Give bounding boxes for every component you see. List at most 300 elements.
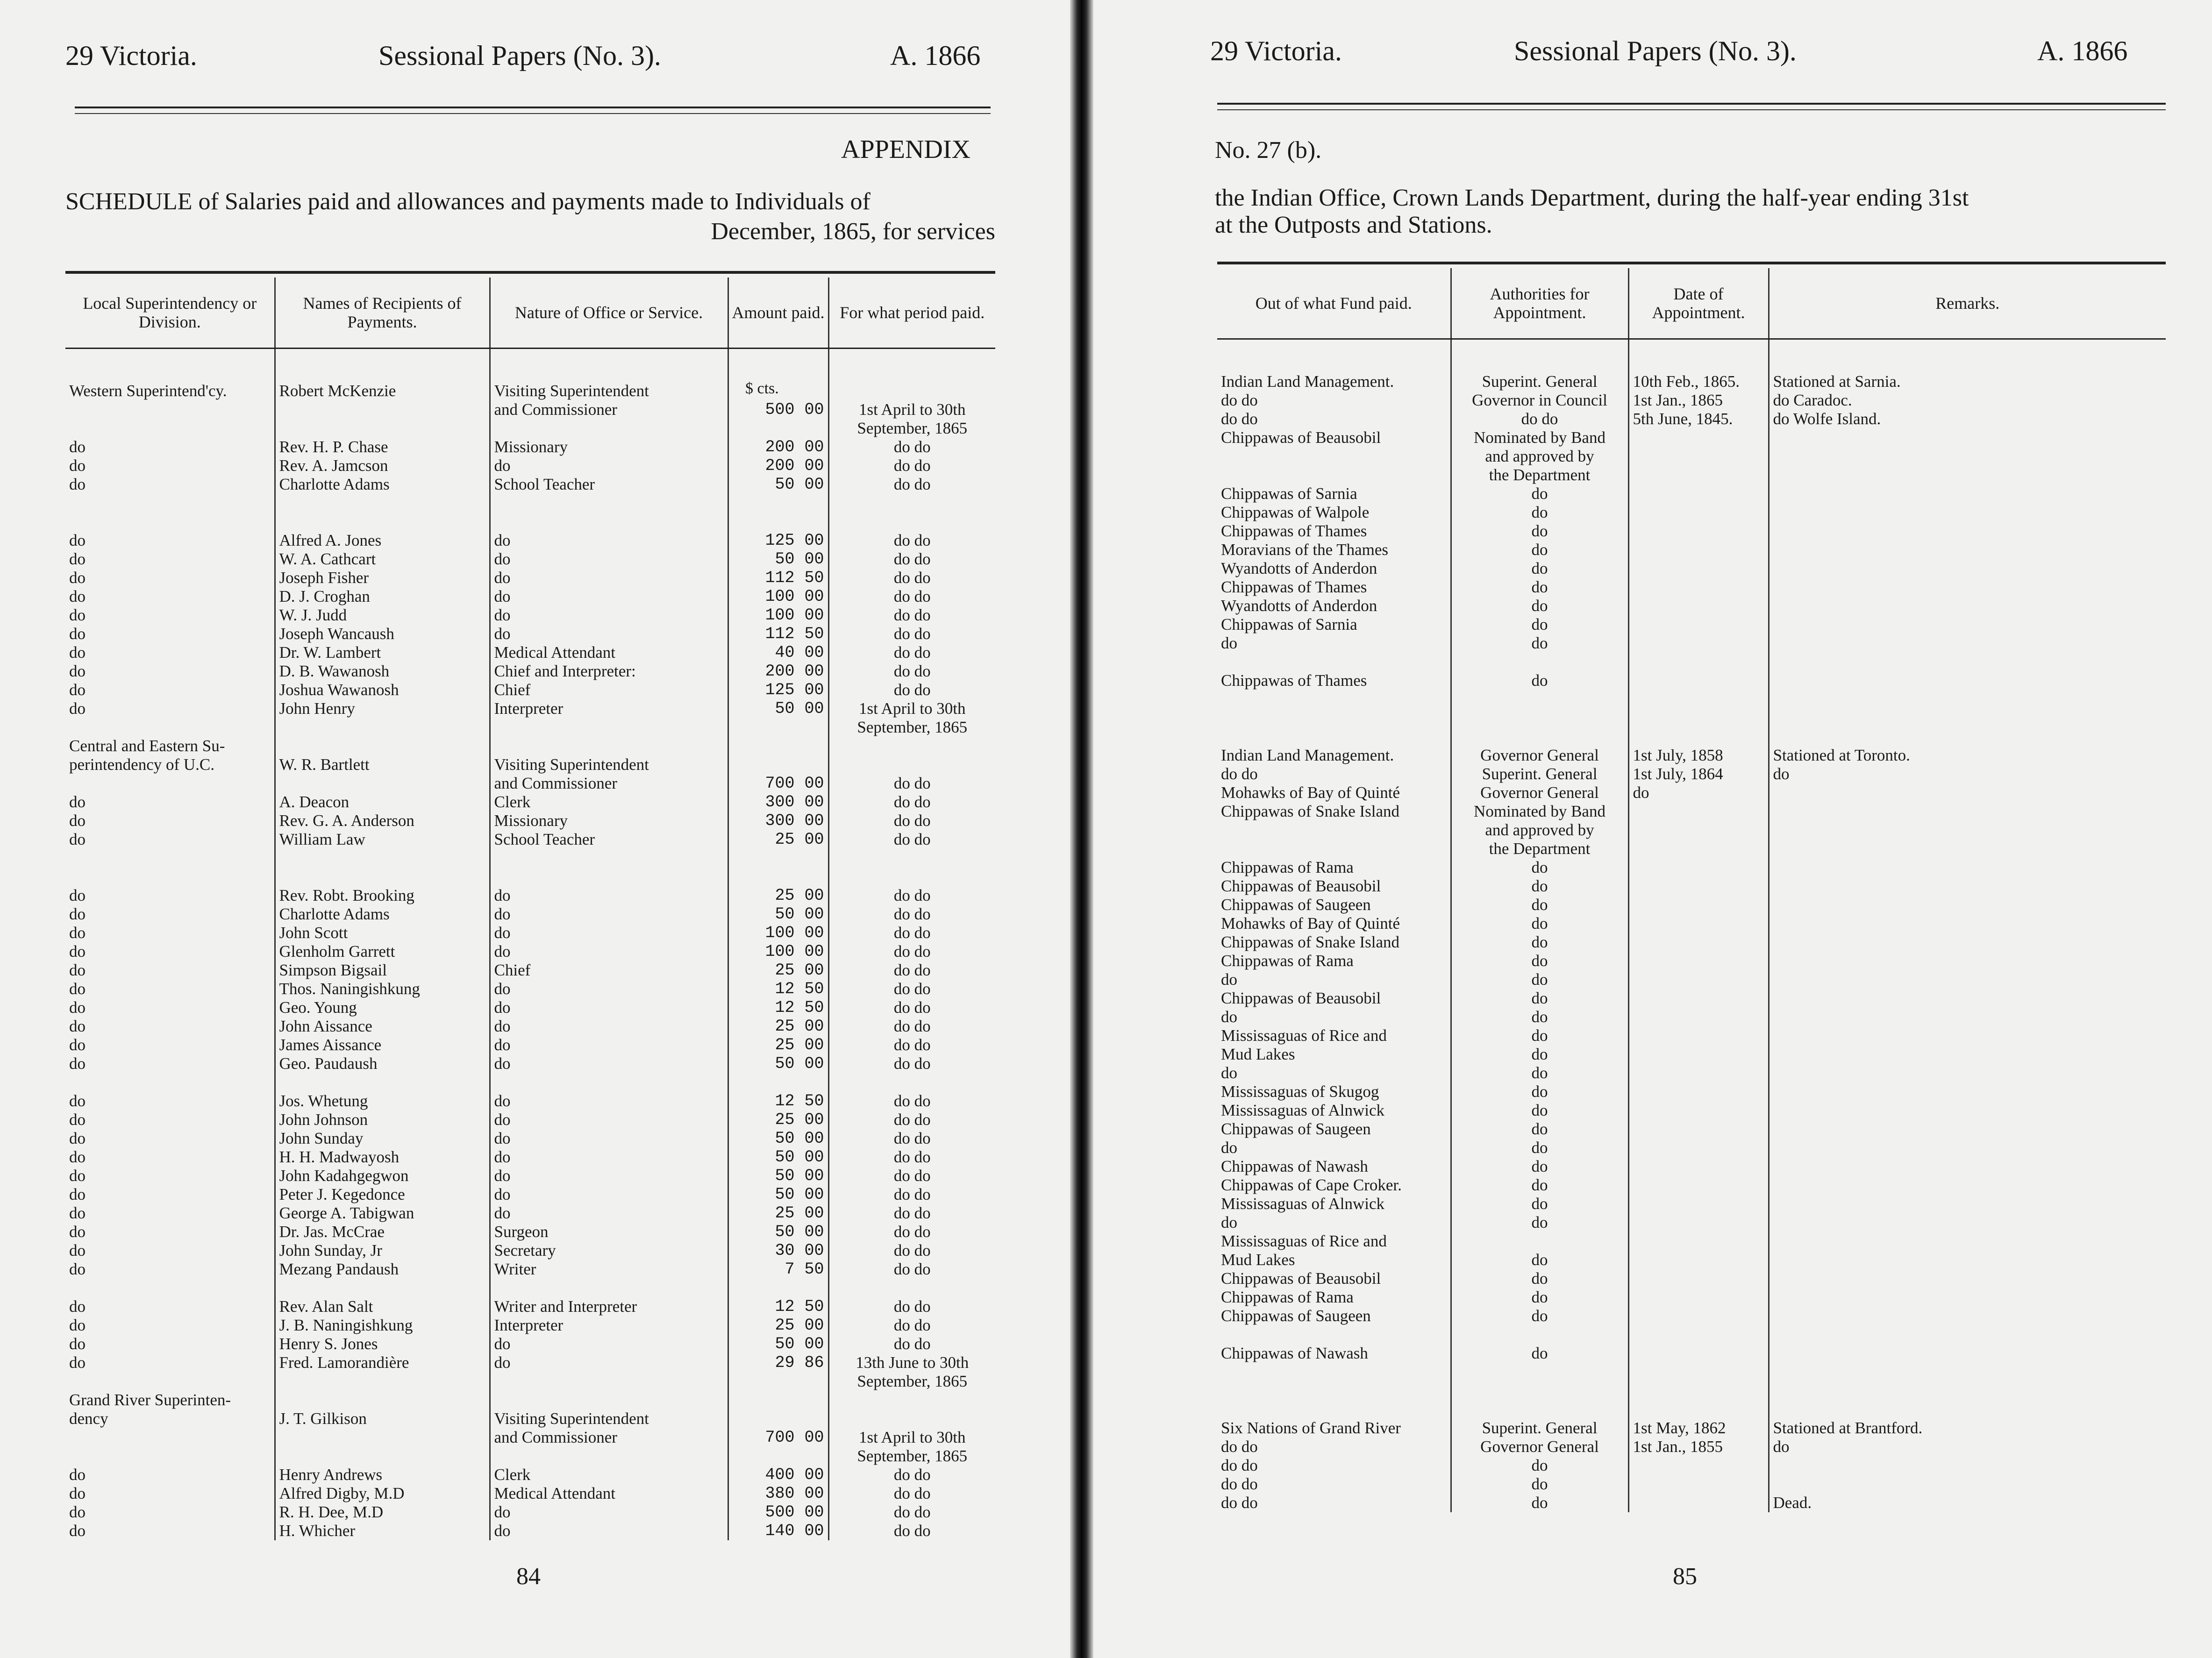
cell-remarks	[1769, 1176, 2166, 1195]
cell-remarks	[1769, 1475, 2166, 1494]
cell-date: 5th June, 1845.	[1628, 410, 1769, 428]
cell-office: do	[490, 1054, 728, 1073]
cell-fund: Chippawas of Walpole	[1217, 503, 1451, 522]
cell-auth	[1451, 709, 1628, 727]
cell-remarks	[1769, 1381, 2166, 1400]
cell-fund	[1217, 840, 1451, 858]
table-row	[65, 737, 995, 755]
cell-auth: do	[1451, 1120, 1628, 1139]
cell-name: Joseph Wancaush	[275, 625, 490, 643]
cell-auth: Governor General	[1451, 783, 1628, 802]
cell-amount: 100 00	[728, 942, 828, 961]
cell-office	[490, 1447, 728, 1466]
table-row	[65, 961, 995, 980]
cell-div: do	[65, 905, 275, 924]
table-row	[65, 1092, 995, 1110]
cell-div: do	[65, 606, 275, 625]
table-row	[65, 643, 995, 662]
cell-amount: 50 00	[728, 1148, 828, 1167]
cell-fund: Mississaguas of Rice and	[1217, 1232, 1451, 1251]
cell-fund: Chippawas of Snake Island	[1217, 802, 1451, 821]
cell-remarks: do Wolfe Island.	[1773, 410, 1881, 428]
cell-date	[1628, 1008, 1769, 1026]
table-row	[65, 1036, 995, 1054]
cell-office: Visiting Superintendent	[490, 755, 728, 774]
cell-office: Writer and Interpreter	[490, 1297, 728, 1316]
cell-office	[490, 512, 728, 531]
cell-remarks	[1769, 821, 2166, 840]
cell-office: do	[490, 456, 728, 475]
cell-office: do	[490, 1167, 728, 1185]
cell-office: do	[490, 905, 728, 924]
cell-auth: do	[1451, 1064, 1628, 1082]
cell-date	[1628, 1381, 1769, 1400]
table-row	[1217, 821, 2166, 840]
table-row	[65, 512, 995, 531]
cell-office: Interpreter	[490, 1316, 728, 1335]
cell-fund: Chippawas of Cape Croker.	[1217, 1176, 1451, 1195]
cell-auth: do	[1451, 597, 1628, 615]
cell-name: Mezang Pandaush	[275, 1260, 490, 1279]
table-row	[1217, 1363, 2166, 1381]
table-row	[1217, 466, 2166, 484]
cell-div: do	[65, 1017, 275, 1036]
cell-remarks	[1769, 1344, 2166, 1363]
cell-amount: 25 00	[728, 886, 828, 905]
cell-date	[1628, 597, 1769, 615]
cell-fund	[1217, 821, 1451, 840]
cell-fund: Chippawas of Saugeen	[1217, 1120, 1451, 1139]
cell-auth: do	[1451, 1139, 1628, 1157]
cell-date: 1st Jan., 1865	[1628, 391, 1769, 410]
cell-office	[490, 1073, 728, 1092]
cell-period: 1st April to 30th	[859, 699, 966, 718]
cell-fund: do	[1217, 634, 1451, 653]
cell-office: do	[490, 980, 728, 998]
table-row	[1217, 914, 2166, 933]
table-row	[65, 419, 995, 438]
cell-remarks	[1769, 447, 2166, 466]
cell-period: do do	[893, 1110, 931, 1129]
cell-period	[828, 494, 995, 512]
table-row	[65, 456, 995, 475]
cell-period: do do	[893, 1036, 931, 1054]
cell-date	[1628, 1232, 1769, 1251]
cell-date	[1628, 466, 1769, 484]
table-row	[1217, 989, 2166, 1008]
cell-period: do do	[893, 550, 931, 568]
table-header-row	[1217, 268, 2166, 339]
cell-remarks: do	[1773, 1437, 1790, 1456]
cell-amount	[728, 718, 828, 737]
col-header-fund: Out of what Fund paid.	[1217, 268, 1451, 339]
cell-amount: 50 00	[728, 1223, 828, 1241]
cell-amount: 200 00	[728, 438, 828, 456]
cell-date	[1628, 634, 1769, 653]
cell-date	[1628, 1251, 1769, 1269]
cell-name: Rev. A. Jamcson	[275, 456, 490, 475]
cell-period	[828, 868, 995, 886]
left-intro-line1: SCHEDULE of Salaries paid and allowances and payments made to Individuals of	[65, 188, 871, 215]
table-row	[65, 942, 995, 961]
cell-div: do	[65, 793, 275, 811]
cell-remarks	[1769, 615, 2166, 634]
cell-period: do do	[893, 456, 931, 475]
cell-office: do	[490, 886, 728, 905]
cell-auth: do	[1451, 1176, 1628, 1195]
cell-name	[275, 1372, 490, 1391]
cell-remarks	[1769, 653, 2166, 671]
cell-div: do	[65, 830, 275, 849]
cell-amount: 500 00	[728, 400, 828, 419]
cell-period: 1st April to 30th	[859, 400, 966, 419]
cell-office: do	[490, 1092, 728, 1110]
cell-remarks	[1769, 1101, 2166, 1120]
cell-date	[1628, 1269, 1769, 1288]
cell-remarks	[1769, 690, 2166, 709]
cell-office: do	[490, 1204, 728, 1223]
cell-remarks	[1769, 1288, 2166, 1307]
cell-name: Joseph Fisher	[275, 569, 490, 587]
cell-amount: 25 00	[728, 1204, 828, 1223]
table-row	[65, 1522, 995, 1540]
table-row	[1217, 802, 2166, 821]
cell-div: do	[65, 1167, 275, 1185]
cell-fund: Chippawas of Rama	[1217, 858, 1451, 877]
col-header-office: Nature of Office or Service.	[490, 278, 728, 349]
cell-remarks	[1769, 952, 2166, 970]
left-header-rule	[75, 107, 991, 108]
table-row	[1217, 1344, 2166, 1363]
cell-fund: do	[1217, 1008, 1451, 1026]
col-header-division: Local Superintendency or Division.	[65, 278, 275, 349]
cell-office: do	[490, 1503, 728, 1522]
cell-amount	[728, 494, 828, 512]
cell-div: do	[65, 1484, 275, 1503]
cell-date: do	[1628, 783, 1769, 802]
right-header-session: 29 Victoria.	[1210, 36, 1342, 66]
table-row	[65, 1073, 995, 1092]
cell-div: do	[65, 587, 275, 606]
cell-fund: Chippawas of Saugeen	[1217, 896, 1451, 914]
cell-remarks	[1769, 1120, 2166, 1139]
cell-div	[65, 1279, 275, 1297]
cell-date	[1628, 1307, 1769, 1325]
cell-name: John Sunday	[275, 1129, 490, 1148]
cell-name	[275, 1447, 490, 1466]
table-row	[1217, 1475, 2166, 1494]
cell-remarks: Stationed at Toronto.	[1773, 746, 1910, 764]
cell-office: Chief and Interpreter:	[490, 662, 728, 681]
cell-remarks	[1769, 597, 2166, 615]
cell-div: do	[65, 550, 275, 569]
right-header-rule-2	[1217, 109, 2166, 110]
cell-office: Chief	[490, 961, 728, 980]
cell-fund: Wyandotts of Anderdon	[1217, 559, 1451, 578]
cell-name: John Aissance	[275, 1017, 490, 1036]
cell-auth: do	[1451, 1082, 1628, 1101]
cell-period: do do	[893, 886, 931, 904]
table-row	[1217, 1437, 2166, 1456]
cell-period: do do	[893, 924, 931, 942]
cell-amount: 100 00	[728, 606, 828, 625]
table-row	[1217, 1494, 2166, 1512]
cell-office: Medical Attendant	[490, 1484, 728, 1503]
cell-period: September, 1865	[857, 419, 968, 437]
cell-amount: 300 00	[728, 793, 828, 811]
table-row	[1217, 1101, 2166, 1120]
cell-auth: do	[1451, 877, 1628, 896]
cell-div: do	[65, 531, 275, 550]
cell-name: A. Deacon	[275, 793, 490, 811]
cell-office: Chief	[490, 681, 728, 699]
cell-period: do do	[893, 1484, 931, 1502]
cell-period: September, 1865	[857, 1372, 968, 1390]
cell-office: do	[490, 1353, 728, 1372]
left-header-title: Sessional Papers (No. 3).	[378, 40, 661, 71]
cell-remarks: Stationed at Brantford.	[1773, 1419, 1923, 1437]
right-page	[1093, 0, 2212, 1658]
cell-auth: do	[1451, 1288, 1628, 1307]
cell-period: do do	[893, 1223, 931, 1241]
cell-amount	[728, 1073, 828, 1092]
table-row	[1217, 933, 2166, 952]
table-row	[1217, 1064, 2166, 1082]
cell-amount: 112 50	[728, 569, 828, 587]
cell-auth: and approved by	[1451, 447, 1628, 466]
cell-amount: 12 50	[728, 980, 828, 998]
cell-div: do	[65, 1129, 275, 1148]
cell-fund: do	[1217, 1064, 1451, 1082]
cell-div: do	[65, 1036, 275, 1054]
table-row	[65, 625, 995, 643]
cell-auth: and approved by	[1451, 821, 1628, 840]
cell-div: do	[65, 1204, 275, 1223]
cell-amount: 50 00	[728, 905, 828, 924]
cell-office: Surgeon	[490, 1223, 728, 1241]
cell-office	[490, 1391, 728, 1409]
cell-amount	[728, 849, 828, 868]
table-row	[1217, 1120, 2166, 1139]
table-row	[1217, 1045, 2166, 1064]
appointment-table	[1217, 268, 2166, 1512]
cell-auth	[1451, 690, 1628, 709]
cell-amount: 50 00	[728, 1054, 828, 1073]
cell-amount	[728, 1447, 828, 1466]
cell-div: do	[65, 1335, 275, 1353]
cell-amount: 12 50	[728, 998, 828, 1017]
cell-auth: do	[1451, 503, 1628, 522]
cell-date	[1628, 1363, 1769, 1381]
cell-div: do	[65, 1353, 275, 1372]
cell-remarks	[1769, 989, 2166, 1008]
cell-div: do	[65, 980, 275, 998]
cell-period: do do	[893, 1522, 931, 1540]
cell-div	[65, 849, 275, 868]
cell-div: do	[65, 1241, 275, 1260]
cell-remarks	[1769, 522, 2166, 541]
cell-date	[1628, 970, 1769, 989]
cell-office: do	[490, 942, 728, 961]
cell-fund: do do	[1217, 391, 1451, 410]
cell-name: Alfred A. Jones	[275, 531, 490, 550]
cell-period: do do	[893, 980, 931, 998]
cell-auth: do	[1451, 1475, 1628, 1494]
cell-office: Visiting Superintendent	[490, 349, 728, 401]
cell-period: do do	[893, 1503, 931, 1521]
cell-office: do	[490, 606, 728, 625]
cell-auth: do	[1451, 933, 1628, 952]
cell-remarks	[1769, 1008, 2166, 1026]
cell-name: Geo. Young	[275, 998, 490, 1017]
table-row	[1217, 970, 2166, 989]
cell-name: Jos. Whetung	[275, 1092, 490, 1110]
cell-auth: do	[1451, 615, 1628, 634]
table-row	[1217, 877, 2166, 896]
cell-auth: Governor in Council	[1451, 391, 1628, 410]
right-header-rule	[1217, 103, 2166, 105]
table-row	[1217, 1269, 2166, 1288]
cell-auth: do	[1451, 1157, 1628, 1176]
cell-auth: do	[1451, 1251, 1628, 1269]
cell-auth: do	[1451, 989, 1628, 1008]
table-row	[1217, 783, 2166, 802]
table-row	[1217, 1381, 2166, 1400]
cell-date	[1628, 1456, 1769, 1475]
cell-date	[1628, 1325, 1769, 1344]
cell-div: Grand River Superinten-	[65, 1391, 275, 1409]
table-row	[1217, 1325, 2166, 1344]
cell-auth: do	[1451, 671, 1628, 690]
cell-date	[1628, 914, 1769, 933]
cell-office	[490, 494, 728, 512]
right-intro-line2: at the Outposts and Stations.	[1215, 212, 1492, 238]
cell-name: Charlotte Adams	[275, 905, 490, 924]
cell-date: 1st Jan., 1855	[1628, 1437, 1769, 1456]
schedule-number: No. 27 (b).	[1215, 137, 1322, 164]
cell-period: do do	[893, 1260, 931, 1278]
cell-date	[1628, 877, 1769, 896]
cell-div: do	[65, 1297, 275, 1316]
cell-period: do do	[893, 1466, 931, 1484]
cell-remarks	[1769, 466, 2166, 484]
table-row	[1217, 522, 2166, 541]
table-row	[65, 718, 995, 737]
cell-auth: Governor General	[1451, 1437, 1628, 1456]
appendix-label: APPENDIX	[841, 135, 970, 164]
cell-fund: Mud Lakes	[1217, 1045, 1451, 1064]
cell-period: do do	[893, 625, 931, 643]
table-row	[1217, 615, 2166, 634]
cell-office: do	[490, 1148, 728, 1167]
table-row	[1217, 709, 2166, 727]
table-row	[65, 1279, 995, 1297]
cell-fund: do do	[1217, 1494, 1451, 1512]
cell-remarks	[1769, 1139, 2166, 1157]
cell-div: Western Superintend'cy.	[65, 349, 275, 401]
cell-date	[1628, 933, 1769, 952]
cell-office: do	[490, 1017, 728, 1036]
cell-period	[828, 1391, 995, 1409]
cell-fund: Mohawks of Bay of Quinté	[1217, 914, 1451, 933]
table-row	[1217, 896, 2166, 914]
table-row	[1217, 559, 2166, 578]
cell-div: do	[65, 942, 275, 961]
cell-amount: 112 50	[728, 625, 828, 643]
cell-div: do	[65, 961, 275, 980]
col-header-recipient: Names of Recipients of Payments.	[275, 278, 490, 349]
table-row	[1217, 952, 2166, 970]
table-row	[65, 755, 995, 774]
table-header-row	[65, 278, 995, 349]
table-row	[65, 905, 995, 924]
cell-fund: Indian Land Management.	[1217, 339, 1451, 391]
table-row	[1217, 339, 2166, 391]
cell-div: do	[65, 1054, 275, 1073]
cell-period: September, 1865	[857, 1447, 968, 1465]
cell-fund	[1217, 1363, 1451, 1381]
cell-auth	[1451, 1325, 1628, 1344]
cell-name: Rev. Alan Salt	[275, 1297, 490, 1316]
cell-period	[828, 755, 995, 774]
cell-name: John Kadahgegwon	[275, 1167, 490, 1185]
cell-period: do do	[893, 662, 931, 680]
cell-amount	[728, 755, 828, 774]
cell-office: and Commissioner	[490, 1428, 728, 1447]
cell-auth: do	[1451, 970, 1628, 989]
table-row	[1217, 765, 2166, 783]
cell-name: John Scott	[275, 924, 490, 942]
cell-fund: Chippawas of Beausobil	[1217, 989, 1451, 1008]
cell-period: do do	[893, 942, 931, 961]
table-row	[1217, 671, 2166, 690]
cell-amount: 29 86	[728, 1353, 828, 1372]
cell-amount: 300 00	[728, 811, 828, 830]
left-page	[0, 0, 1070, 1658]
cell-fund	[1217, 1400, 1451, 1419]
cell-office: do	[490, 569, 728, 587]
cell-name: Simpson Bigsail	[275, 961, 490, 980]
cell-name	[275, 400, 490, 419]
cell-auth	[1451, 1363, 1628, 1381]
cell-div	[65, 1447, 275, 1466]
table-row	[65, 1223, 995, 1241]
cell-amount: 30 00	[728, 1241, 828, 1260]
left-intro-line2: December, 1865, for services	[711, 218, 995, 245]
cell-date	[1628, 1026, 1769, 1045]
cell-period: do do	[893, 774, 931, 792]
cell-amount: 25 00	[728, 961, 828, 980]
cell-div: do	[65, 1503, 275, 1522]
cell-remarks: do Caradoc.	[1773, 391, 1852, 409]
cell-name: John Johnson	[275, 1110, 490, 1129]
cell-period	[828, 1073, 995, 1092]
cell-period: do do	[893, 811, 931, 830]
cell-remarks	[1769, 709, 2166, 727]
cell-remarks	[1769, 914, 2166, 933]
cell-period: do do	[893, 1017, 931, 1035]
cell-name: Dr. W. Lambert	[275, 643, 490, 662]
col-header-remarks: Remarks.	[1769, 268, 2166, 339]
table-row	[1217, 1251, 2166, 1269]
cell-date	[1628, 653, 1769, 671]
cell-auth: do	[1451, 541, 1628, 559]
cell-office: Missionary	[490, 438, 728, 456]
cell-remarks	[1769, 1400, 2166, 1419]
cell-amount: 50 00	[728, 550, 828, 569]
table-row	[1217, 1213, 2166, 1232]
cell-name	[275, 512, 490, 531]
